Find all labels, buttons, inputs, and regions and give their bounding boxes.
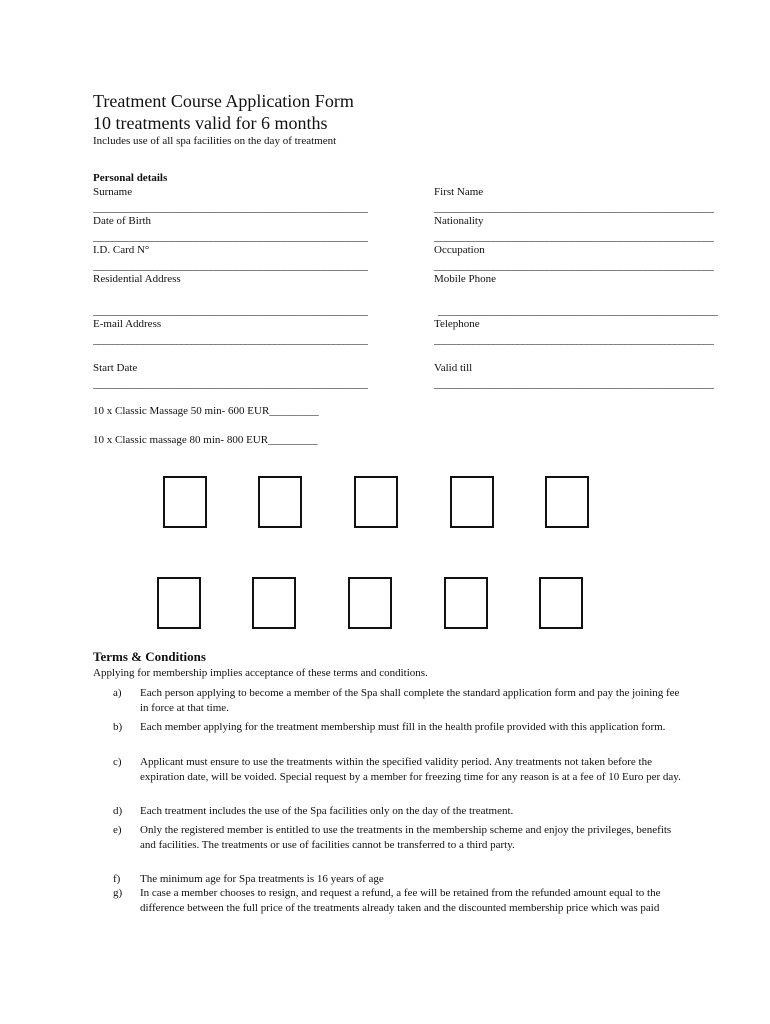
term-text: Each member applying for the treatment membership must fill in the health profile provided with this application form. [140, 721, 666, 733]
surname-field[interactable]: ________________________________________________________ [93, 202, 368, 214]
terms-intro: Applying for membership implies acceptance of these terms and conditions. [93, 667, 428, 679]
term-text: Applicant must ensure to use the treatments within the specified validity period. Any treatments not taken before the expiration date, will be voided. Special request by a member for freezing time for any reason is at a fee of 10 Euro per day. [140, 756, 681, 783]
residential-address-field[interactable]: ________________________________________________________ [93, 305, 368, 317]
form-title: Treatment Course Application Form [93, 91, 354, 111]
term-letter: a) [113, 687, 122, 699]
term-letter: g) [113, 887, 123, 899]
term-text: In case a member chooses to resign, and request a refund, a fee will be retained from the refunded amount equal to the difference between the full price of the treatments already taken and the discounted membership price which was paid [140, 887, 661, 914]
option-massage-80[interactable]: 10 x Classic massage 80 min- 800 EUR_________ [93, 434, 318, 446]
treatment-box-5[interactable] [545, 476, 589, 528]
telephone-field[interactable]: _________________________________________________________ [434, 334, 714, 346]
valid-till-label: Valid till [434, 362, 473, 374]
term-text: The minimum age for Spa treatments is 16 years of age [140, 873, 384, 885]
treatment-box-3[interactable] [354, 476, 398, 528]
treatment-box-6[interactable] [157, 577, 201, 629]
term-letter: d) [113, 805, 123, 817]
form-subtitle-validity: 10 treatments valid for 6 months [93, 113, 328, 133]
treatment-box-2[interactable] [258, 476, 302, 528]
term-text: Only the registered member is entitled to use the treatments in the membership scheme and enjoy the privileges, benefits and facilities. The treatments or use of facilities cannot be transferred to a third party. [140, 824, 672, 851]
email-label: E-mail Address [93, 318, 162, 330]
first-name-field[interactable]: _________________________________________________________ [434, 202, 714, 214]
term-letter: f) [113, 873, 121, 885]
date-of-birth-label: Date of Birth [93, 215, 152, 227]
treatment-box-4[interactable] [450, 476, 494, 528]
id-card-label: I.D. Card N° [93, 244, 150, 256]
nationality-label: Nationality [434, 215, 484, 227]
section-personal-details: Personal details [93, 172, 168, 184]
treatment-box-7[interactable] [252, 577, 296, 629]
occupation-label: Occupation [434, 244, 485, 256]
terms-title: Terms & Conditions [93, 649, 206, 664]
valid-till-field[interactable]: _________________________________________________________ [434, 378, 714, 390]
term-letter: c) [113, 756, 122, 768]
surname-label: Surname [93, 186, 133, 198]
start-date-field[interactable]: ________________________________________________________ [93, 378, 368, 390]
treatment-box-1[interactable] [163, 476, 207, 528]
first-name-label: First Name [434, 186, 484, 198]
id-card-field[interactable]: ________________________________________________________ [93, 260, 368, 272]
telephone-label: Telephone [434, 318, 480, 330]
occupation-field[interactable]: _________________________________________________________ [434, 260, 714, 272]
term-letter: b) [113, 721, 123, 733]
nationality-field[interactable]: _________________________________________________________ [434, 231, 714, 243]
treatment-box-10[interactable] [539, 577, 583, 629]
email-field[interactable]: ________________________________________________________ [93, 334, 368, 346]
term-letter: e) [113, 824, 122, 836]
date-of-birth-field[interactable]: ________________________________________________________ [93, 231, 368, 243]
term-text: Each treatment includes the use of the Spa facilities only on the day of the treatment. [140, 805, 514, 817]
treatment-box-9[interactable] [444, 577, 488, 629]
residential-address-label: Residential Address [93, 273, 181, 285]
start-date-label: Start Date [93, 362, 138, 374]
form-includes-note: Includes use of all spa facilities on the day of treatment [93, 135, 337, 147]
mobile-phone-field[interactable]: _________________________________________________________ [438, 305, 718, 317]
option-massage-50[interactable]: 10 x Classic Massage 50 min- 600 EUR_________ [93, 405, 319, 417]
mobile-phone-label: Mobile Phone [434, 273, 497, 285]
treatment-box-8[interactable] [348, 577, 392, 629]
term-text: Each person applying to become a member of the Spa shall complete the standard application form and pay the joining fee in force at that time. [140, 687, 680, 714]
